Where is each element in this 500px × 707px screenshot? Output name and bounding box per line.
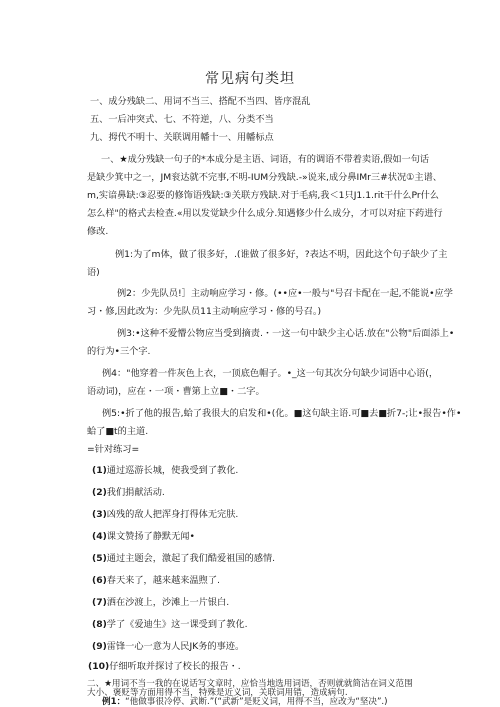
exercise-text: 凶残的敌人把浑身打得体无完肤. — [106, 509, 239, 520]
exercise-label: =针对练习= — [87, 444, 140, 455]
section2-example1 — [102, 697, 388, 707]
exercise-item — [92, 530, 195, 544]
toc-line-2: 五、一后冲突式、七、不符逆，八、分类不当 — [90, 114, 274, 125]
exercise-number: (1) — [92, 465, 107, 476]
example2-line-1: 例2：少先队员!］主动响应学习・修。(••应•一般与"号召卡配在一起,不能说•应学 — [117, 288, 453, 299]
example-label: 例1： — [102, 697, 126, 707]
exercise-number: (3) — [92, 509, 107, 520]
exercise-text: 雷锋一心一意为人民JK务的事迹。 — [106, 641, 245, 652]
example5-line-1: 例5:•折了他的报告,蛤了我很大的启发和•(化。■这句缺主语.可■去■折7-;让•报告•作• — [102, 408, 462, 419]
section1-intro-line-3: m,实谙鼻缺:③忍要的修饰语残缺:③关联方残缺.对于毛病,我＜1只J1.1.rit干什么Pr什么 — [87, 190, 439, 201]
exercise-number: (2) — [92, 487, 107, 498]
exercise-item — [92, 464, 238, 478]
exercise-item — [92, 618, 248, 632]
exercise-text: 春天来了，越来越来温煦了. — [106, 575, 220, 586]
example1-line-2: 语) — [87, 267, 100, 278]
exercise-text: 课文赞扬了静默无闻• — [106, 531, 195, 542]
exercise-text: 我们捐献活动. — [106, 487, 165, 498]
exercise-item — [92, 486, 165, 500]
example5-line-2: 蛤了■t的主道. — [87, 426, 149, 437]
toc-line-1: 一、成分残缺二、用词不当三、搭配不当四、皆序混乱 — [90, 96, 311, 107]
section1-intro-line-2: 是缺少箕中之一，JM衮达就不完事,不明-IUM分残缺.-»说来,成分鼻IMr三#状况①主谱、 — [87, 172, 442, 183]
section2-intro-line-1: 二、★用词不当一我的在说话写文章时，应恰当地选用词语，否则就就简洁在词义范围 — [87, 679, 413, 689]
section1-intro-line-5: 修改. — [87, 226, 109, 237]
example1-line-1: 例1:为了m体，做了很多好，.(谁做了很多好，?表达不明，因此这个句子缺少了主 — [115, 249, 448, 260]
exercise-item — [92, 552, 275, 566]
exercise-number: (9) — [92, 641, 107, 652]
exercise-text: 洒在沙渡上，沙滩上一片银白. — [106, 597, 230, 608]
example2-line-2: 习・修,因此改为：少先队员11主动响应学习・修的号召。) — [87, 306, 322, 317]
example3-line-1: 例3:•这种不爱懵公物应当受到摘责.・一这一句中缺少主心话.放在"公物"后面添上• — [117, 328, 455, 339]
exercise-text: 仔细听取并探讨了校长的报告・. — [109, 661, 241, 672]
exercise-item — [92, 596, 229, 610]
example4-line-1: 例4："他穿着一件灰色上衣，一顶底色帽子。•_这一句其次分句缺少词语中心语(， — [102, 368, 439, 379]
exercise-number: (4) — [92, 531, 107, 542]
page-title: 常见病句类坦 — [205, 71, 295, 87]
exercise-item — [92, 574, 220, 588]
exercise-text: 通过巡游长城，使我受到了教化. — [106, 465, 239, 476]
exercise-text: 学了《爱迪生》这一课受到了教化. — [106, 619, 248, 630]
exercise-item — [92, 640, 244, 654]
example3-line-2: 的行为•三个字. — [87, 346, 151, 357]
example-text: “他做事很冷停、武断.”(“武新”是贬义词，用得不当，应改为“坚决”.) — [125, 697, 388, 707]
toc-line-3: 九、拇代不明十、关联调用幡十一、用幡标点 — [90, 132, 274, 143]
exercise-number: (5) — [92, 553, 107, 564]
exercise-item — [88, 660, 241, 674]
exercise-text: 通过主题会，激起了我们酷爱祖国的感情. — [106, 553, 276, 564]
exercise-number: (8) — [92, 619, 107, 630]
exercise-number: (7) — [92, 597, 107, 608]
section1-intro-line-4: 怎么样"的格式去检查.«用以发觉缺少什么成分.知遇修少什么成分，才可以对症下药进行 — [87, 208, 443, 219]
exercise-number: (6) — [92, 575, 107, 586]
exercise-number: (10) — [88, 661, 110, 672]
example4-line-2: 语动词)，应在・一项・曹第上立■・二字。 — [87, 386, 265, 397]
exercise-item — [92, 508, 238, 522]
section2-intro-line-2: 大小、褒贬等方面用得不当，特殊是近义词，关联词用错，造成病句. — [87, 688, 348, 698]
section1-intro-line-1: 一、★成分残缺一句子的*本成分是主语、词语，有的调语不带着卖语,假如一句话 — [101, 154, 430, 165]
